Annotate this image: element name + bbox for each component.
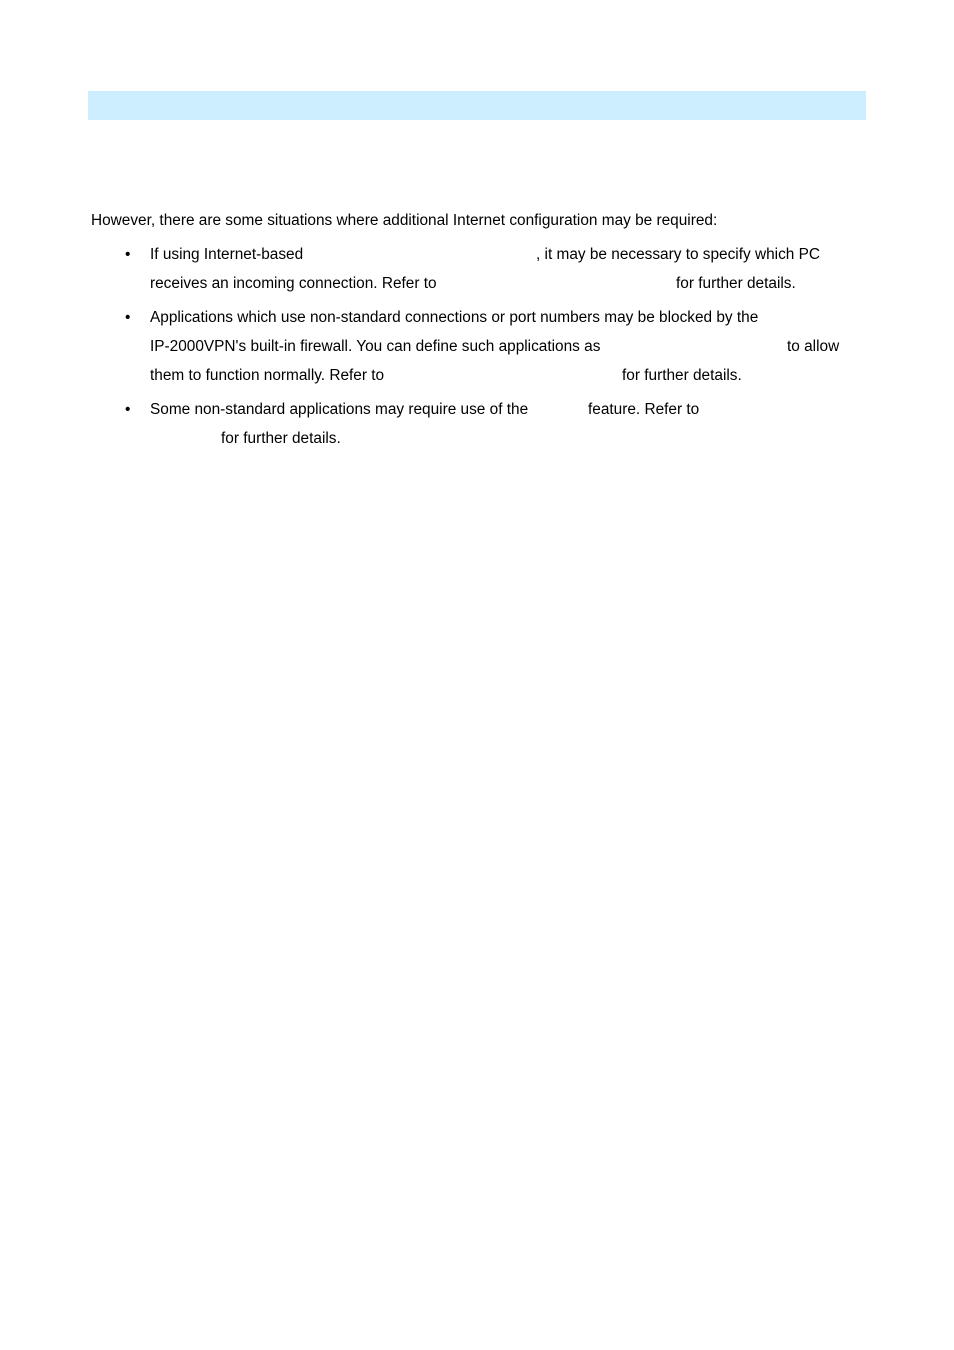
bullet-list — [91, 240, 851, 453]
document-body — [91, 211, 851, 453]
text-segment: to allow — [787, 338, 840, 355]
text-segment: If using Internet-based — [150, 246, 304, 263]
bullet-icon: • — [125, 309, 131, 326]
intro-paragraph: However, there are some situations where additional Internet configuration may be required: — [91, 212, 718, 229]
text-segment: for further details. — [676, 275, 796, 292]
text-line — [150, 361, 851, 390]
text-segment: Applications which use non-standard connections or port numbers may be blocked by the — [150, 309, 759, 326]
text-segment: IP-2000VPN's built-in firewall. You can define such applications as — [150, 338, 601, 355]
text-line — [150, 395, 851, 424]
text-segment: feature. Refer to — [588, 401, 700, 418]
text-segment: for further details. — [622, 367, 742, 384]
text-segment: , it may be necessary to specify which PC — [536, 246, 820, 263]
text-line — [150, 240, 851, 269]
list-item — [91, 395, 851, 453]
text-segment: them to function normally. Refer to — [150, 367, 385, 384]
text-segment: for further details. — [221, 430, 341, 447]
bullet-icon: • — [125, 401, 131, 418]
text-line — [150, 303, 851, 332]
text-line — [150, 332, 851, 361]
bullet-icon: • — [125, 246, 131, 263]
text-segment: Some non-standard applications may require use of the — [150, 401, 529, 418]
section-header-band — [88, 91, 866, 120]
text-segment: receives an incoming connection. Refer to — [150, 275, 437, 292]
list-item — [91, 303, 851, 390]
text-line — [150, 424, 851, 453]
list-item — [91, 240, 851, 298]
text-line — [150, 269, 851, 298]
